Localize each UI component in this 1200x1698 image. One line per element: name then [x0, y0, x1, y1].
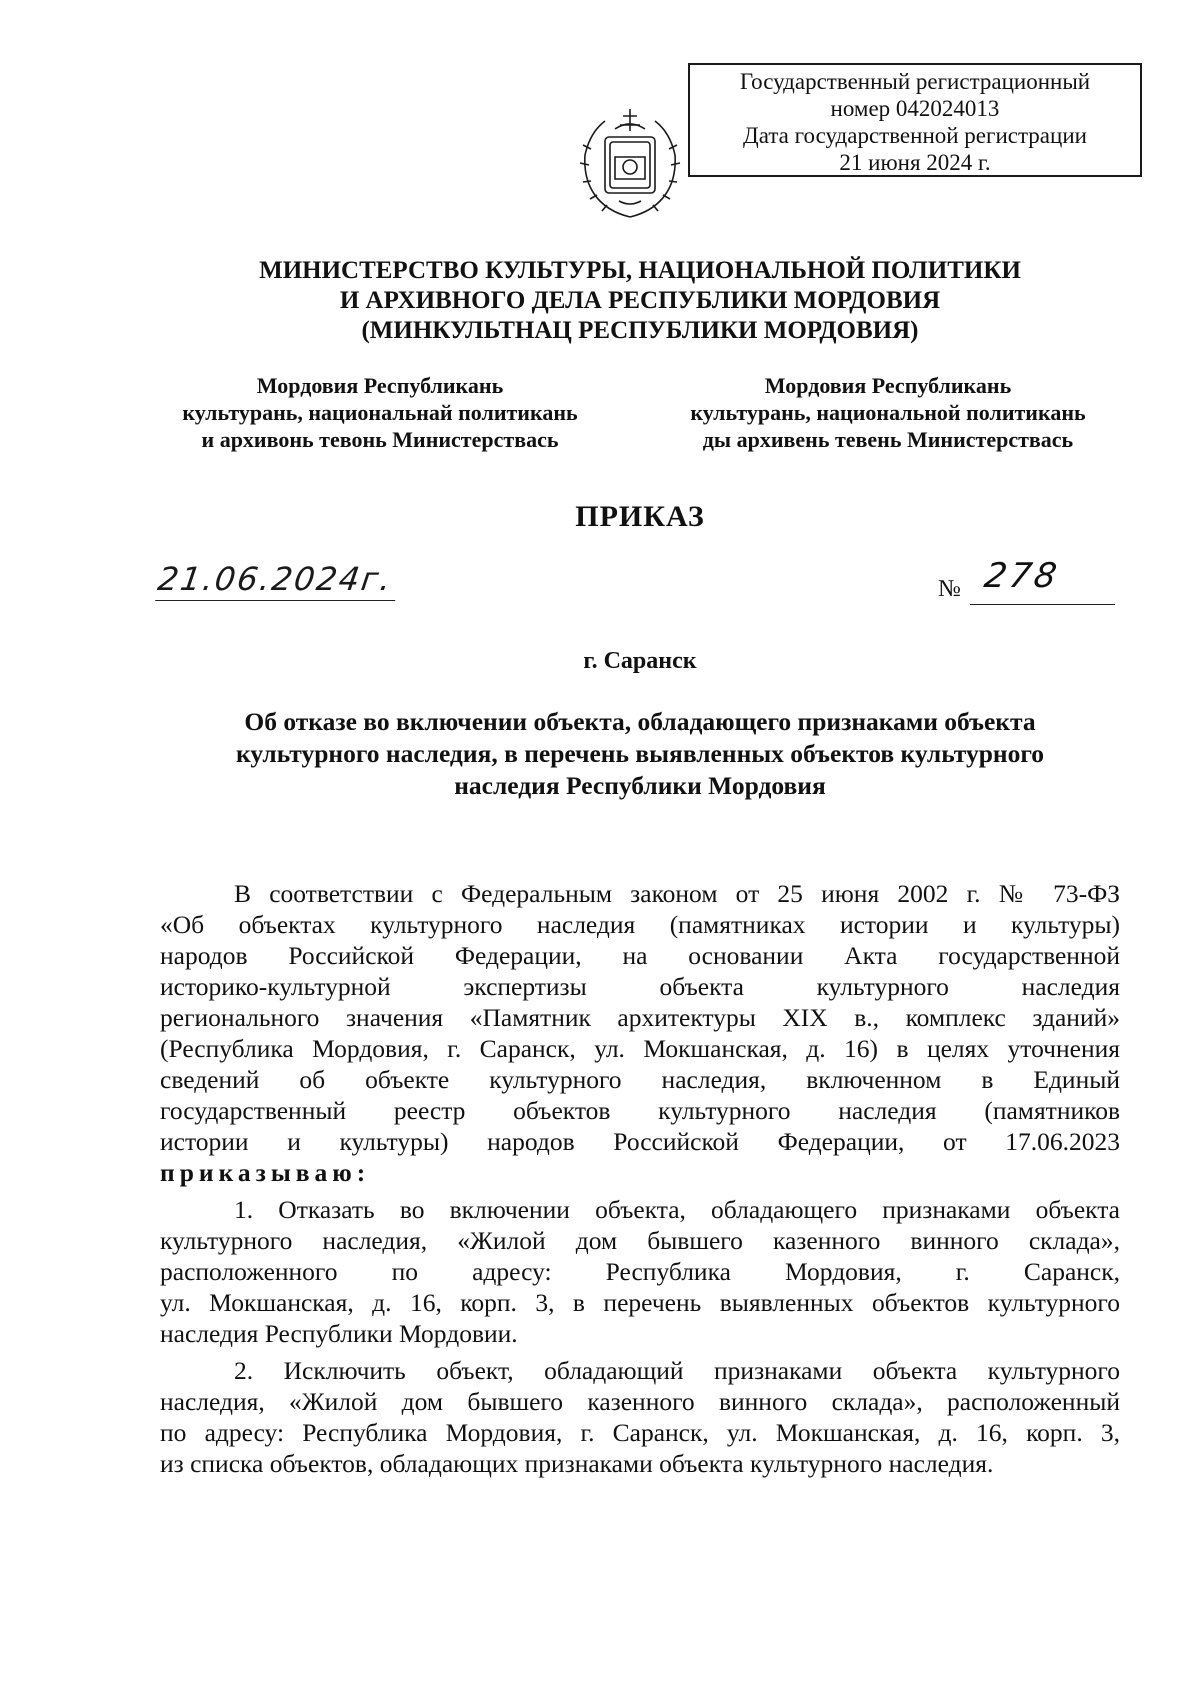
body-line: народов Российской Федерации, на основании Акта государственной: [160, 941, 1120, 970]
order-subject: [140, 706, 1140, 802]
order-city: г. Саранск: [583, 648, 697, 674]
ministry-name-erzya: [658, 372, 1118, 453]
body-line: ул. Мокшанская, д. 16, корп. 3, в перечень выявленных объектов культурного: [160, 1288, 1120, 1317]
body-line: истории и культуры) народов Российской Федерации, от 17.06.2023: [160, 1127, 1120, 1156]
erzya-line: культурань, национальной политикань: [690, 400, 1086, 425]
registration-line: Дата государственной регистрации: [743, 123, 1087, 148]
body-line: государственный реестр объектов культурного наследия (памятников: [160, 1096, 1120, 1125]
body-line: 1. Отказать во включении объекта, обладающего признаками объекта: [234, 1195, 1120, 1224]
registration-line: Государственный регистрационный: [739, 69, 1091, 94]
order-number-underline: [970, 604, 1115, 605]
body-line: наследия, «Жилой дом бывшего казенного винного склада», расположенный: [160, 1387, 1120, 1416]
body-line: расположенного по адресу: Республика Мордовия, г. Саранск,: [160, 1257, 1120, 1286]
registration-date: 21 июня 2024 г.: [839, 150, 991, 175]
body-line: наследия Республики Мордовии.: [160, 1319, 518, 1348]
subject-line: культурного наследия, в перечень выявленных объектов культурного: [235, 739, 1045, 768]
body-line: сведений об объекте культурного наследия, включенном в Единый: [160, 1065, 1120, 1094]
registration-stamp: [688, 63, 1142, 177]
body-line: культурного наследия, «Жилой дом бывшего казенного винного склада»,: [160, 1226, 1120, 1255]
subject-line: Об отказе во включении объекта, обладающего признаками объекта: [244, 707, 1036, 736]
body-line: «Об объектах культурного наследия (памятниках истории и культуры): [160, 910, 1120, 939]
registration-number: номер 042024013: [830, 96, 1000, 121]
ministry-header: [140, 256, 1140, 346]
moksha-line: культурань, национальнай политикань: [182, 400, 578, 425]
body-line: регионального значения «Памятник архитектуры XIX в., комплекс зданий»: [160, 1003, 1120, 1032]
subject-line: наследия Республики Мордовия: [454, 771, 826, 800]
decree-word: приказываю:: [160, 1158, 371, 1187]
order-number-handwritten: 278: [981, 556, 1063, 596]
erzya-line: ды архивень тевень Министерствась: [702, 427, 1074, 452]
ministry-name-line: И АРХИВНОГО ДЕЛА РЕСПУБЛИКИ МОРДОВИЯ: [339, 287, 941, 314]
body-line: 2. Исключить объект, обладающий признаками объекта культурного: [234, 1356, 1120, 1385]
coat-of-arms-icon: [575, 105, 685, 225]
moksha-line: Мордовия Республикань: [256, 373, 504, 398]
body-line: из списка объектов, обладающих признаками объекта культурного наследия.: [160, 1449, 994, 1478]
ministry-name-moksha: [150, 372, 610, 453]
document-title: ПРИКАЗ: [575, 500, 705, 533]
body-line: по адресу: Республика Мордовия, г. Саранск, ул. Мокшанская, д. 16, корп. 3,: [160, 1418, 1120, 1447]
ministry-name-line: МИНИСТЕРСТВО КУЛЬТУРЫ, НАЦИОНАЛЬНОЙ ПОЛИТИКИ: [259, 257, 1021, 284]
order-date-handwritten: 21.06.2024г.: [155, 560, 401, 601]
preamble-paragraph: [160, 878, 1120, 1188]
order-number-label: №: [938, 576, 961, 602]
order-item-1: [160, 1194, 1120, 1349]
moksha-line: и архивонь тевонь Министерствась: [201, 427, 559, 452]
order-body: [160, 872, 1120, 1479]
erzya-line: Мордовия Республикань: [764, 373, 1012, 398]
body-line: В соответствии с Федеральным законом от 25 июня 2002 г. № 73-ФЗ: [234, 879, 1120, 908]
body-line: (Республика Мордовия, г. Саранск, ул. Мокшанская, д. 16) в целях уточнения: [160, 1034, 1120, 1063]
body-line: историко-культурной экспертизы объекта культурного наследия: [160, 972, 1120, 1001]
ministry-short-name: (МИНКУЛЬТНАЦ РЕСПУБЛИКИ МОРДОВИЯ): [361, 317, 919, 344]
order-item-2: [160, 1355, 1120, 1479]
